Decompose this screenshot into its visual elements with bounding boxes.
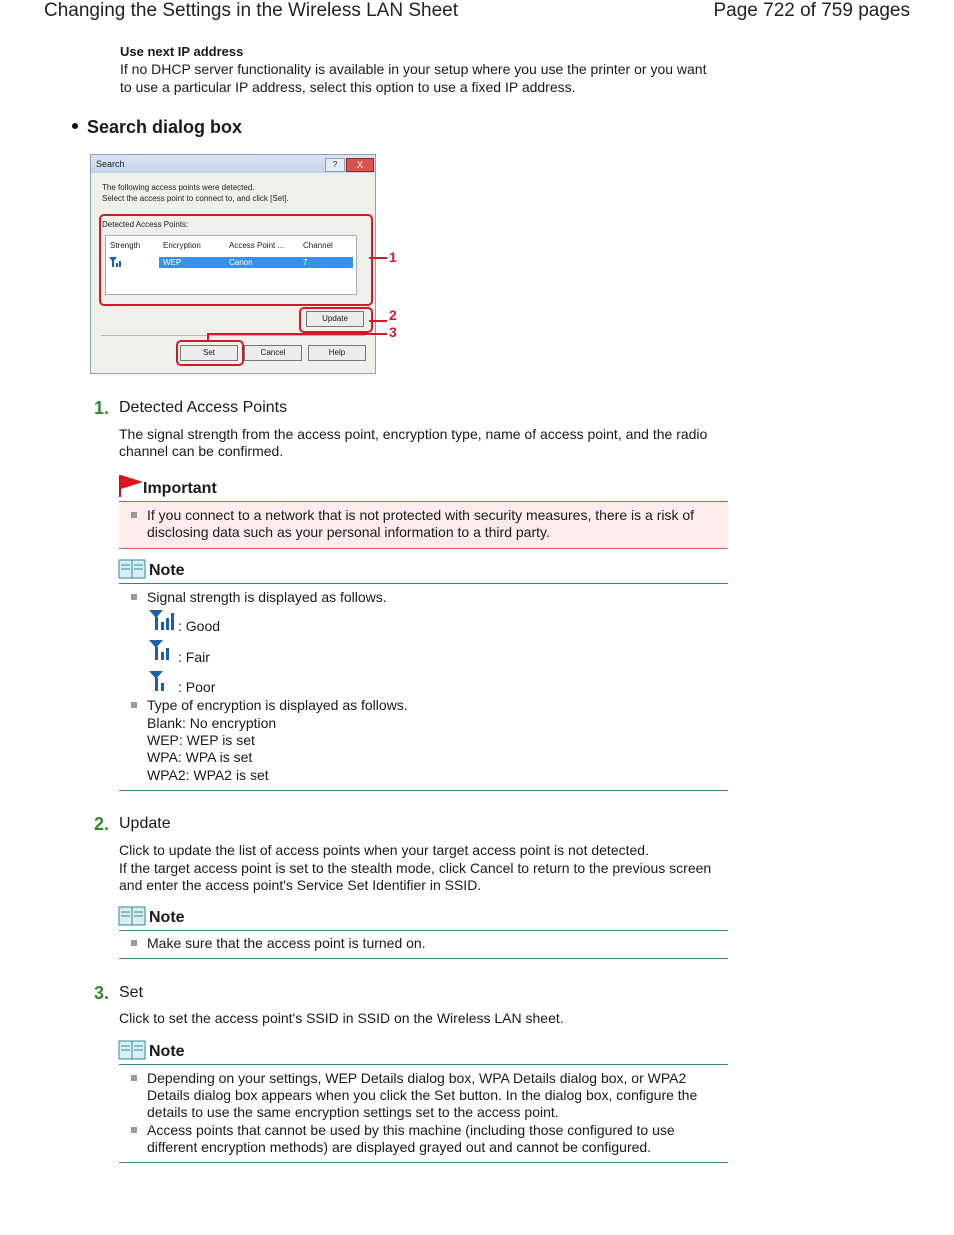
- dialog-title: Search: [91, 155, 375, 173]
- item-2-line-3: and enter the access point's Service Set Identifier in SSID.: [119, 877, 482, 893]
- access-point-list: [105, 235, 357, 295]
- signal-good-icon: [148, 609, 176, 631]
- signal-fair-icon: [148, 639, 176, 661]
- dialog-close-icon: X: [346, 158, 374, 172]
- dialog-help-icon: ?: [325, 158, 345, 172]
- note-1-heading: Note: [149, 562, 185, 579]
- note-book-icon: [118, 558, 147, 580]
- enc-wpa2: WPA2: WPA2 is set: [147, 767, 269, 783]
- item-2-number: 2.: [94, 814, 110, 834]
- document-title: Changing the Settings in the Wireless LAN Sheet: [44, 0, 459, 21]
- bullet-dot-icon: [72, 123, 78, 129]
- callout-2: 2: [389, 307, 397, 323]
- ip-line-2: to use a particular IP address, select this option to use a fixed IP address.: [120, 79, 576, 95]
- callout-line-3: [207, 333, 387, 335]
- signal-poor-icon: [148, 670, 176, 692]
- dialog-set-button: Set: [180, 345, 238, 361]
- row-channel: 7: [303, 258, 308, 267]
- note-3-b2-line-2: different encryption methods) are displayed grayed out and cannot be configured.: [147, 1139, 652, 1155]
- col-channel: Channel: [303, 241, 333, 250]
- note-1-bullet-2: Type of encryption is displayed as follows.: [147, 697, 408, 713]
- search-dialog-image: [90, 154, 376, 374]
- note-1-bullet-1-icon: [131, 594, 137, 600]
- important-flag-icon: [118, 474, 144, 498]
- note-2-heading: Note: [149, 909, 185, 926]
- item-3-title: Set: [119, 984, 144, 1001]
- callout-line-3-tick: [207, 333, 209, 341]
- ip-section-heading: Use next IP address: [120, 44, 244, 59]
- note-3-top-rule: [119, 1064, 728, 1065]
- item-2-line-1: Click to update the list of access points when your target access point is not detected.: [119, 842, 649, 858]
- dialog-help-button: Help: [308, 345, 366, 361]
- row-access-point: Canon: [229, 258, 253, 267]
- item-2-title: Update: [119, 815, 171, 832]
- row-encryption: WEP: [163, 258, 182, 267]
- note-2-bottom-rule: [119, 958, 728, 959]
- enc-blank: Blank: No encryption: [147, 715, 277, 731]
- note-3-b1-line-2: Details dialog box appears when you click the Set button. In the dialog box, configure the: [147, 1087, 698, 1103]
- page-header: [0, 0, 954, 26]
- dialog-cancel-button: Cancel: [244, 345, 302, 361]
- important-heading: Important: [143, 480, 217, 497]
- callout-3: 3: [389, 324, 397, 340]
- important-bullet-icon: [131, 512, 137, 518]
- note-3-b1-line-3: details to use the same encryption settings set to the access point.: [147, 1104, 559, 1120]
- ip-line-1: If no DHCP server functionality is available in your setup where you use the printer or you want: [120, 61, 707, 77]
- note-2-bullet-1: Make sure that the access point is turned on.: [147, 935, 426, 951]
- note-1-top-rule: [119, 583, 728, 584]
- item-1-title: Detected Access Points: [119, 399, 288, 416]
- note-2-bullet-icon: [131, 940, 137, 946]
- page-number: Page 722 of 759 pages: [713, 0, 910, 21]
- item-3-line-1: Click to set the access point's SSID in SSID on the Wireless LAN sheet.: [119, 1010, 564, 1026]
- signal-fair-label: : Fair: [178, 649, 210, 665]
- note-1-bullet-1: Signal strength is displayed as follows.: [147, 589, 387, 605]
- signal-poor-label: : Poor: [178, 679, 216, 695]
- item-1-number: 1.: [94, 398, 110, 418]
- note-1-bullet-2-icon: [131, 702, 137, 708]
- callout-line-1: [369, 257, 387, 259]
- note-book-icon: [118, 1039, 147, 1061]
- note-3-bottom-rule: [119, 1162, 728, 1163]
- important-line-1: If you connect to a network that is not protected with security measures, there is a risk of: [147, 507, 695, 523]
- item-3-number: 3.: [94, 983, 110, 1003]
- dialog-separator: [101, 335, 365, 336]
- dialog-instructions: The following access points were detected. Select the access point to connect to, and click [Set].: [102, 183, 289, 203]
- callout-1: 1: [389, 249, 397, 265]
- note-3-heading: Note: [149, 1043, 185, 1060]
- note-3-bullet-2-icon: [131, 1127, 137, 1133]
- note-3-bullet-1-icon: [131, 1075, 137, 1081]
- signal-fair-icon: [108, 256, 122, 268]
- col-strength: Strength: [110, 241, 141, 250]
- callout-line-2: [369, 320, 387, 322]
- note-3-b2-line-1: Access points that cannot be used by this machine (including those configured to use: [147, 1122, 675, 1138]
- col-encryption: Encryption: [163, 241, 201, 250]
- note-2-top-rule: [119, 930, 728, 931]
- col-access-point: Access Point ...: [229, 241, 285, 250]
- selected-row-highlight: [159, 257, 353, 268]
- item-1-line-1: The signal strength from the access point, encryption type, name of access point, and the radio: [119, 426, 708, 442]
- detected-group-label: Detected Access Points:: [102, 220, 189, 229]
- dialog-update-button: Update: [306, 311, 364, 327]
- search-dialog-heading: Search dialog box: [72, 117, 242, 138]
- enc-wep: WEP: WEP is set: [147, 732, 255, 748]
- note-1-bottom-rule: [119, 790, 728, 791]
- signal-good-label: : Good: [178, 618, 221, 634]
- note-3-b1-line-1: Depending on your settings, WEP Details dialog box, WPA Details dialog box, or WPA2: [147, 1070, 687, 1086]
- note-book-icon: [118, 905, 147, 927]
- important-line-2: disclosing data such as your personal information to a third party.: [147, 524, 550, 540]
- item-2-line-2: If the target access point is set to the stealth mode, click Cancel to return to the previous screen: [119, 860, 712, 876]
- enc-wpa: WPA: WPA is set: [147, 749, 253, 765]
- item-1-line-2: channel can be confirmed.: [119, 443, 284, 459]
